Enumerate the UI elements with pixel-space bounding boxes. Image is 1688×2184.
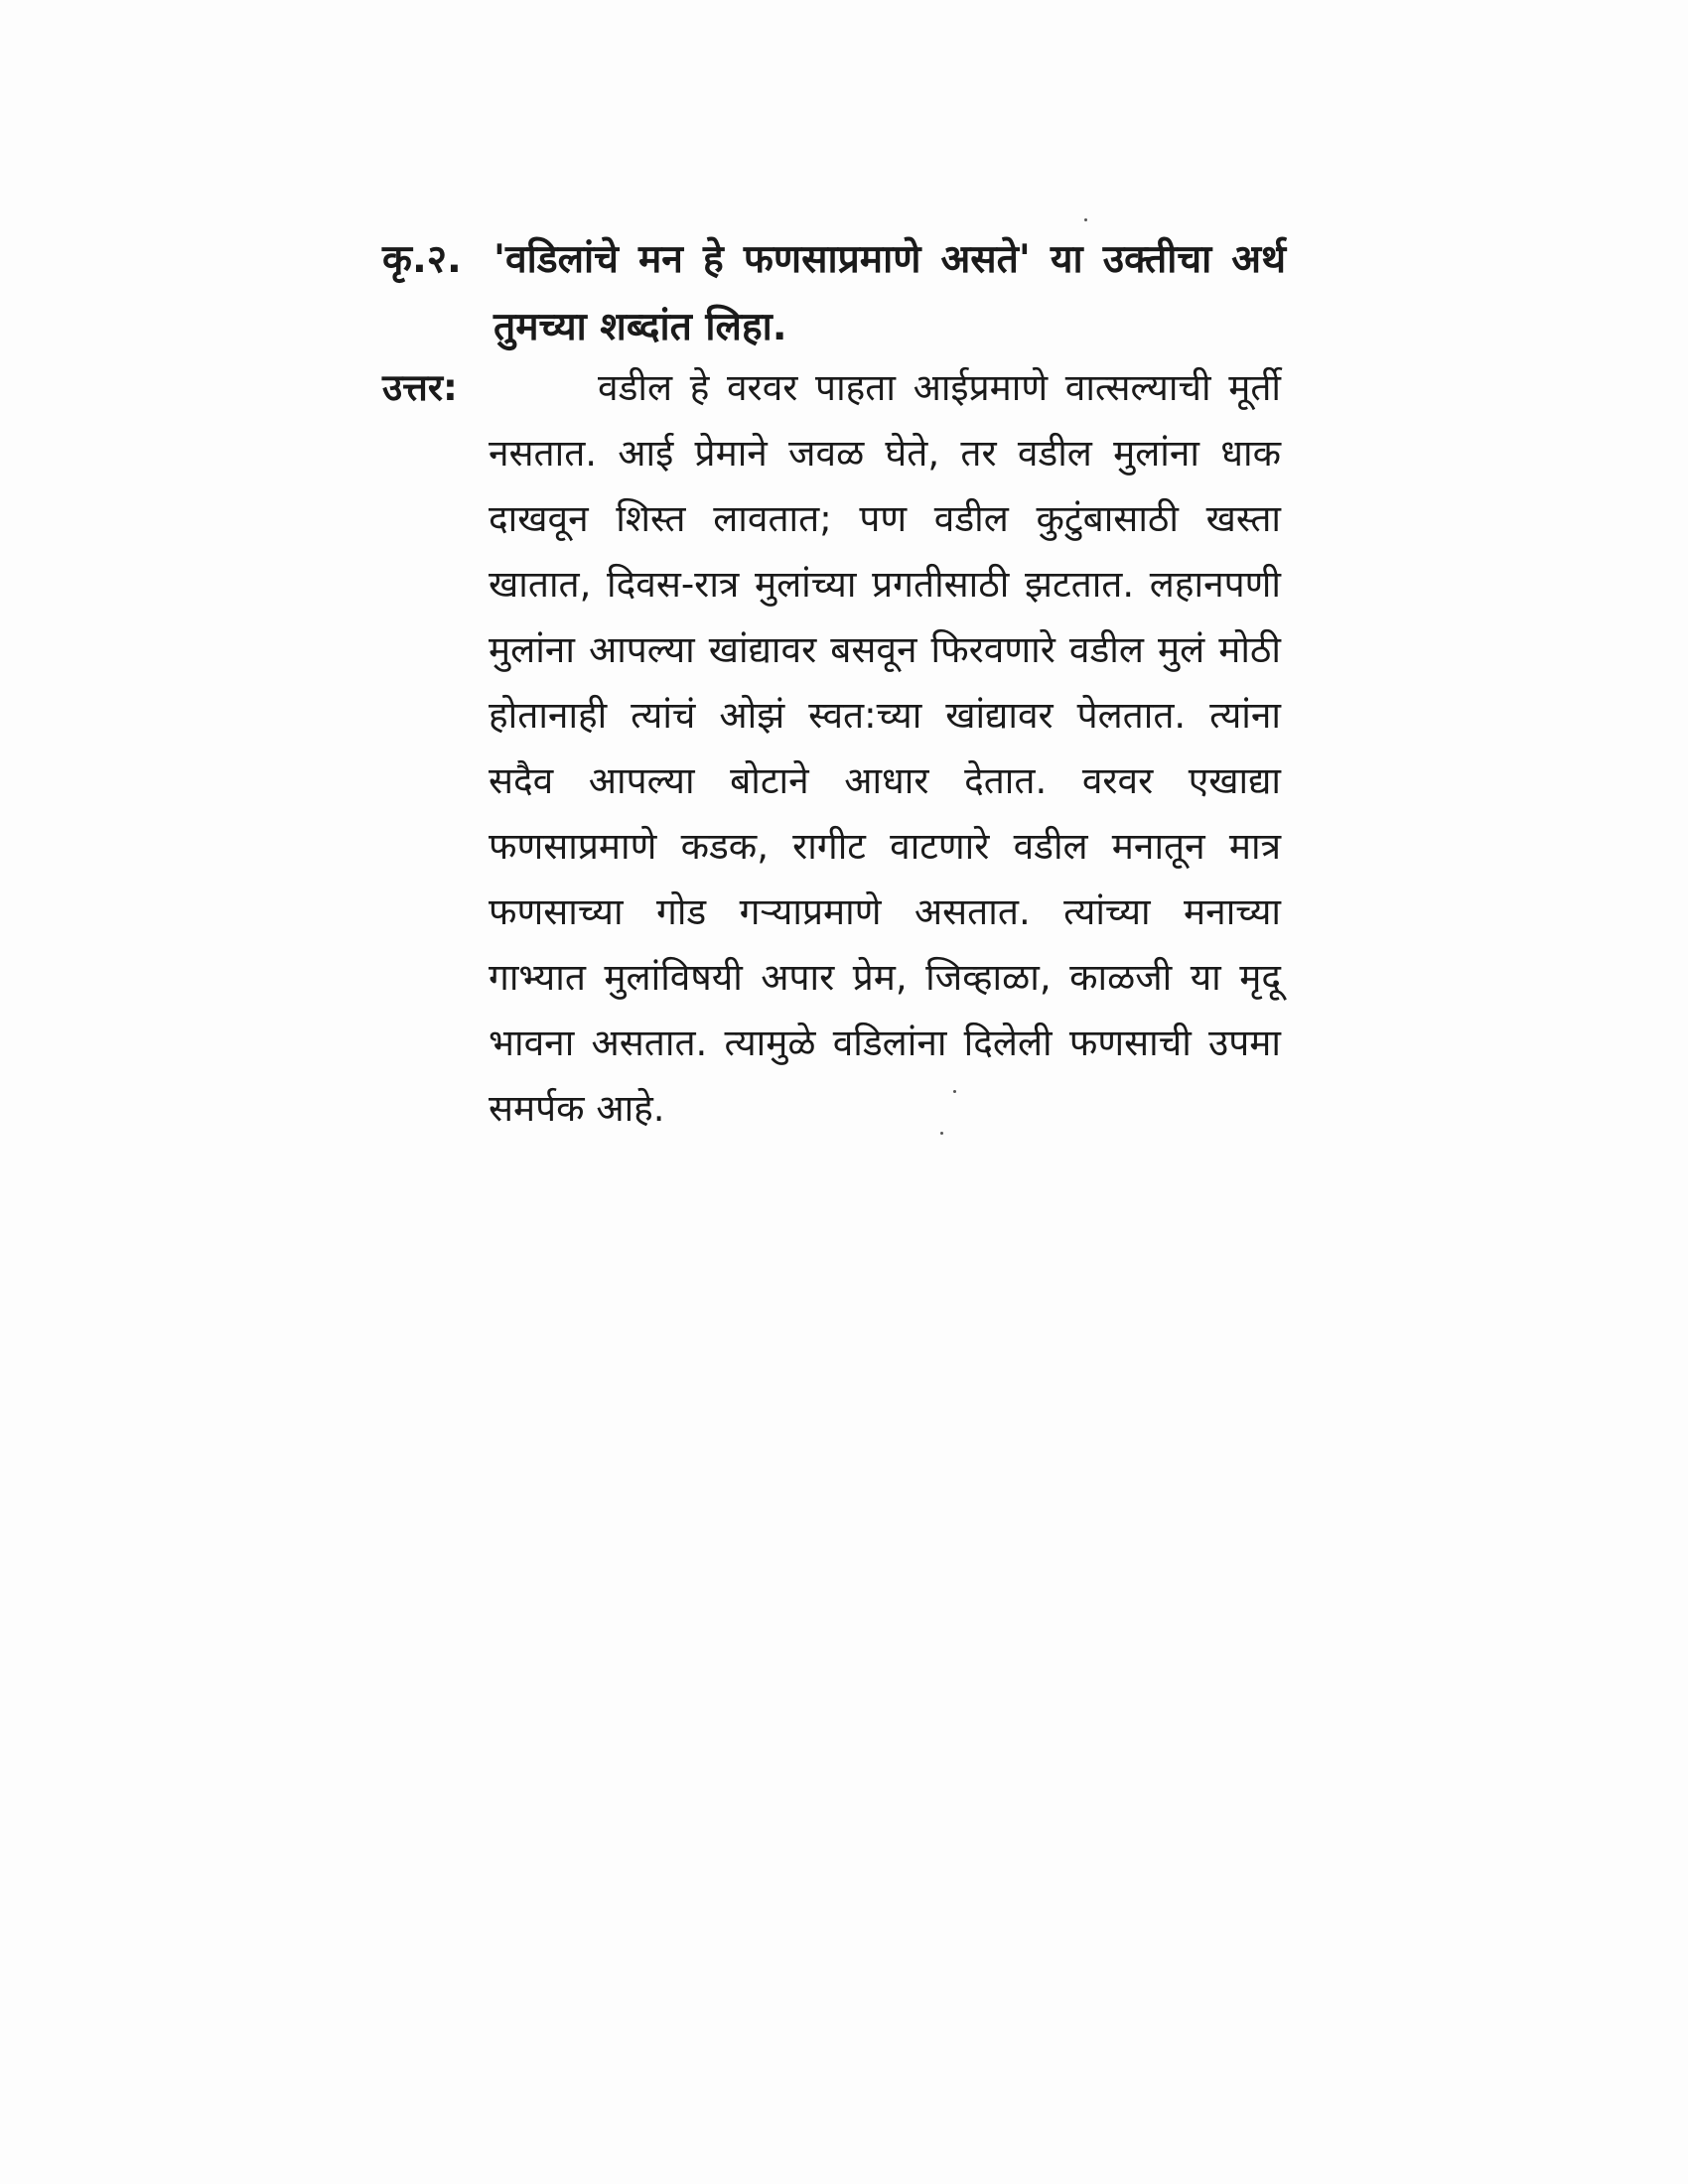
scan-speck	[940, 1132, 943, 1135]
scan-speck	[1084, 218, 1087, 221]
answer-block	[382, 355, 1281, 1142]
question-number: कृ.२.	[382, 237, 462, 282]
answer-label: उत्तर:	[382, 366, 458, 409]
question-block	[382, 226, 1286, 361]
scan-speck	[953, 1090, 956, 1093]
answer-text: वडील हे वरवर पाहता आईप्रमाणे वात्सल्याची मूर्ती नसतात. आई प्रेमाने जवळ घेते, तर वडील मुलांना धाक दाखवून शिस्त लावतात; पण वडील कुटुंबासाठी खस्ता खातात, दिवस-रात्र मुलांच्या प्रगतीसाठी झटतात. लहानपणी मुलांना आपल्या खांद्यावर बसवून फिरवणारे वडील मुलं मोठी होतानाही त्यांचं ओझं स्वत:च्या खांद्यावर पेलतात. त्यांना सदैव आपल्या बोटाने आधार देतात. वरवर एखाद्या फणसाप्रमाणे कडक, रागीट वाटणारे वडील मनातून मात्र फणसाच्या गोड गऱ्याप्रमाणे असतात. त्यांच्या मनाच्या गाभ्यात मुलांविषयी अपार प्रेम, जिव्हाळा, काळजी या मृदू भावना असतात. त्यामुळे वडिलांना दिलेली फणसाची उपमा समर्पक आहे.	[489, 366, 1281, 1130]
question-text: 'वडिलांचे मन हे फणसाप्रमाणे असते' या उक्तीचा अर्थ तुमच्या शब्दांत लिहा.	[493, 237, 1286, 349]
